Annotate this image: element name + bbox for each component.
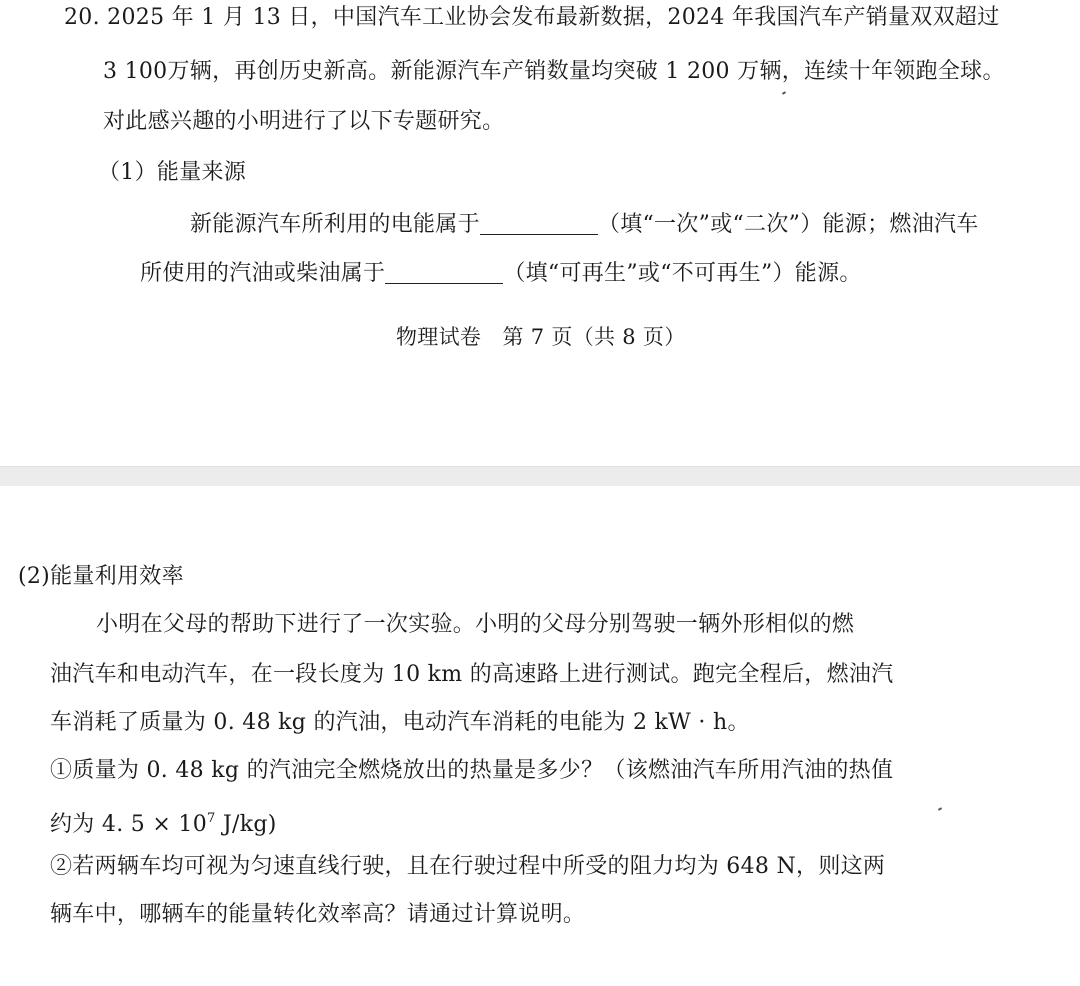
sub-question-1-line-1: ①质量为 0. 48 kg 的汽油完全燃烧放出的热量是多少？（该燃油汽车所用汽油的热值 xyxy=(50,758,894,783)
part-2-line-3: 车消耗了质量为 0. 48 kg 的汽油，电动汽车消耗的电能为 2 kW · h。 xyxy=(50,710,750,735)
scan-speck xyxy=(938,807,942,811)
part-2-title: (2)能量利用效率 xyxy=(18,564,184,589)
exam-page-8 xyxy=(0,486,1080,986)
scan-speck xyxy=(782,91,786,95)
part-1-line-2 xyxy=(140,259,862,289)
part-1-line-1-text-a: 新能源汽车所利用的电能属于 xyxy=(190,212,480,237)
question-20-line-3: 对此感兴趣的小明进行了以下专题研究。 xyxy=(103,109,505,134)
answer-blank-2 xyxy=(385,261,503,284)
heat-value-unit: J/kg) xyxy=(215,812,277,837)
part-1-title: （1）能量来源 xyxy=(98,160,247,185)
heat-value-exponent: 7 xyxy=(207,811,216,826)
heat-value-base: 约为 4. 5 × 10 xyxy=(50,812,207,837)
part-1-line-2-text-a: 所使用的汽油或柴油属于 xyxy=(140,261,386,286)
part-1-line-1-text-b: （填“一次”或“二次”）能源；燃油汽车 xyxy=(597,212,979,237)
sub-question-2-line-1: ②若两辆车均可视为匀速直线行驶，且在行驶过程中所受的阻力均为 648 N，则这两 xyxy=(50,854,886,879)
part-2-line-1: 小明在父母的帮助下进行了一次实验。小明的父母分别驾驶一辆外形相似的燃 xyxy=(96,612,855,637)
exam-page-7 xyxy=(0,0,1080,466)
part-1-line-2-text-b: （填“可再生”或“不可再生”）能源。 xyxy=(503,261,862,286)
sub-question-1-line-2 xyxy=(50,804,277,840)
page-footer: 物理试卷 第 7 页（共 8 页） xyxy=(396,325,686,349)
part-2-line-2: 油汽车和电动汽车，在一段长度为 10 km 的高速路上进行测试。跑完全程后，燃油汽 xyxy=(50,662,894,687)
answer-blank-1 xyxy=(480,212,598,235)
sub-question-2-line-2: 辆车中，哪辆车的能量转化效率高？请通过计算说明。 xyxy=(50,902,586,927)
part-1-line-1 xyxy=(190,210,979,240)
question-20-line-1: 20. 2025 年 1 月 13 日，中国汽车工业协会发布最新数据，2024 年我国汽车产销量双双超过 xyxy=(64,5,1000,30)
page-separator xyxy=(0,466,1080,488)
question-20-line-2: 3 100万辆，再创历史新高。新能源汽车产销数量均突破 1 200 万辆，连续十年领跑全球。 xyxy=(103,59,1005,84)
